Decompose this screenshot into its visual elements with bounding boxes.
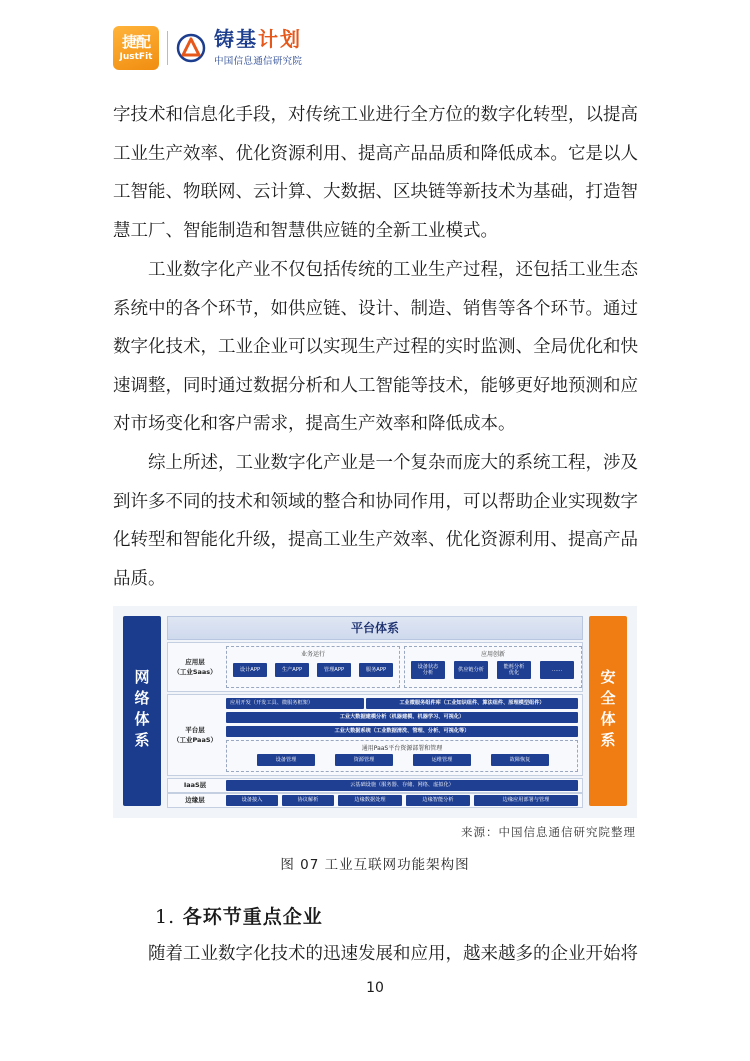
microservice-box: 工业微服务组件库（工业知识组件、算法组件、原理模型组件） [366,698,578,709]
edge-box: 协议解析 [282,795,334,806]
paas-box: 故障恢复 [491,754,549,766]
edge-layer [167,793,583,808]
platform-layer-label-2: （工业PaaS） [172,736,218,744]
paas-group-title: 通用PaaS平台资源部署和管理 [361,745,443,752]
paas-group [226,740,578,772]
justfit-logo-cn: 捷配 [121,32,150,51]
security-system-label: 安全体系 [598,669,617,753]
text-line: 到许多不同的技术和领域的整合和协同作用，可以帮助企业实现数字 [113,491,638,512]
security-system-bar [589,616,627,806]
section-heading [155,902,323,929]
brand-title [214,29,302,49]
platform-system-title: 平台体系 [167,616,583,640]
section-title: 各环节重点企业 [182,906,323,928]
text-line: 品质。 [113,568,166,589]
platform-system [167,616,583,806]
app-box: 管理APP [317,663,351,677]
justfit-logo [113,26,159,70]
iaas-box: 云基础设施（服务器、存储、网络、虚拟化） [226,780,578,791]
paas-box: 设备管理 [257,754,315,766]
paas-box: 运维管理 [413,754,471,766]
caict-logo-icon [176,33,206,63]
application-layer-label-2: （工业Saas） [173,668,217,676]
app-box: 生产APP [275,663,309,677]
application-layer [167,642,583,692]
platform-layer-label [168,695,222,775]
edge-box: 边缘数据处理 [338,795,402,806]
platform-layer-label-1: 平台层 [185,725,205,734]
business-operation-title: 业务运行 [300,651,325,658]
business-operation-group [226,646,400,688]
page-header [113,26,302,70]
text-line: 系统中的各个环节，如供应链、设计、制造、销售等各个环节。通过 [113,298,638,319]
brand-title-a: 铸基 [214,27,258,51]
section-number: 1. [155,906,176,928]
text-line: 工业数字化产业不仅包括传统的工业生产过程，还包括工业生态 [148,260,638,280]
innovation-box: 能耗分析 优化 [497,661,531,679]
text-line: 工业生产效率、优化资源利用、提高产品品质和降低成本。它是以人 [113,143,638,164]
application-layer-label [168,643,222,691]
application-innovation-group [404,646,582,688]
text-line: 综上所述，工业数字化产业是一个复杂而庞大的系统工程，涉及 [148,453,638,473]
brand-block [214,29,302,67]
paragraph-4 [113,935,638,974]
brand-title-b: 计划 [258,27,302,51]
paragraph-2 [113,251,638,444]
edge-box: 设备接入 [226,795,278,806]
text-line: 随着工业数字化技术的迅速发展和应用，越来越多的企业开始将 [148,944,638,964]
text-line: 化转型和智能化升级，提高工业生产效率、优化资源利用、提高产品 [113,530,638,551]
header-divider [167,31,168,65]
edge-box: 边缘智能分析 [406,795,470,806]
justfit-logo-en: JustFit [119,51,153,62]
app-box: 设计APP [233,663,267,677]
edge-box: 边缘应用部署与管理 [474,795,578,806]
app-dev-box: 应用开发（开发工具、微服务框架） [226,698,364,709]
page-number: 10 [366,980,384,996]
network-system-label: 网络体系 [132,669,151,753]
paas-box: 资源管理 [335,754,393,766]
platform-layer [167,694,583,776]
bigdata-model-box: 工业大数据建模分析（机器建模、机器学习、可视化） [226,712,578,723]
text-line: 工智能、物联网、云计算、大数据、区块链等新技术为基础，打造智 [113,182,638,203]
edge-layer-label: 边缘层 [185,796,205,805]
figure-caption: 图 07 工业互联网功能架构图 [280,857,470,873]
figure-source: 来源：中国信息通信研究院整理 [461,825,636,839]
text-line: 字技术和信息化手段，对传统工业进行全方位的数字化转型，以提高 [113,105,638,125]
paragraph-3 [113,444,638,598]
app-box: 服务APP [359,663,393,677]
text-line: 数字化技术，工业企业可以实现生产过程的实时监测、全局优化和快 [113,337,638,358]
text-line: 对市场变化和客户需求，提高生产效率和降低成本。 [113,414,516,435]
innovation-box: …… [540,661,574,679]
brand-subtitle: 中国信息通信研究院 [214,56,303,67]
innovation-box: 供应链分析 [454,661,488,679]
iaas-layer [167,778,583,793]
application-innovation-title: 应用创新 [480,651,505,658]
text-line: 慧工厂、智能制造和智慧供应链的全新工业模式。 [113,220,498,241]
iaas-layer-label: IaaS层 [183,781,207,790]
bigdata-system-box: 工业大数据系统（工业数据清洗、管理、分析、可视化等） [226,726,578,737]
text-line: 速调整，同时通过数据分析和人工智能等技术，能够更好地预测和应 [113,375,638,396]
architecture-figure [113,606,637,818]
network-system-bar [123,616,161,806]
application-layer-label-1: 应用层 [185,657,205,666]
paragraph-1 [113,96,638,250]
innovation-box: 设备状态 分析 [411,661,445,679]
